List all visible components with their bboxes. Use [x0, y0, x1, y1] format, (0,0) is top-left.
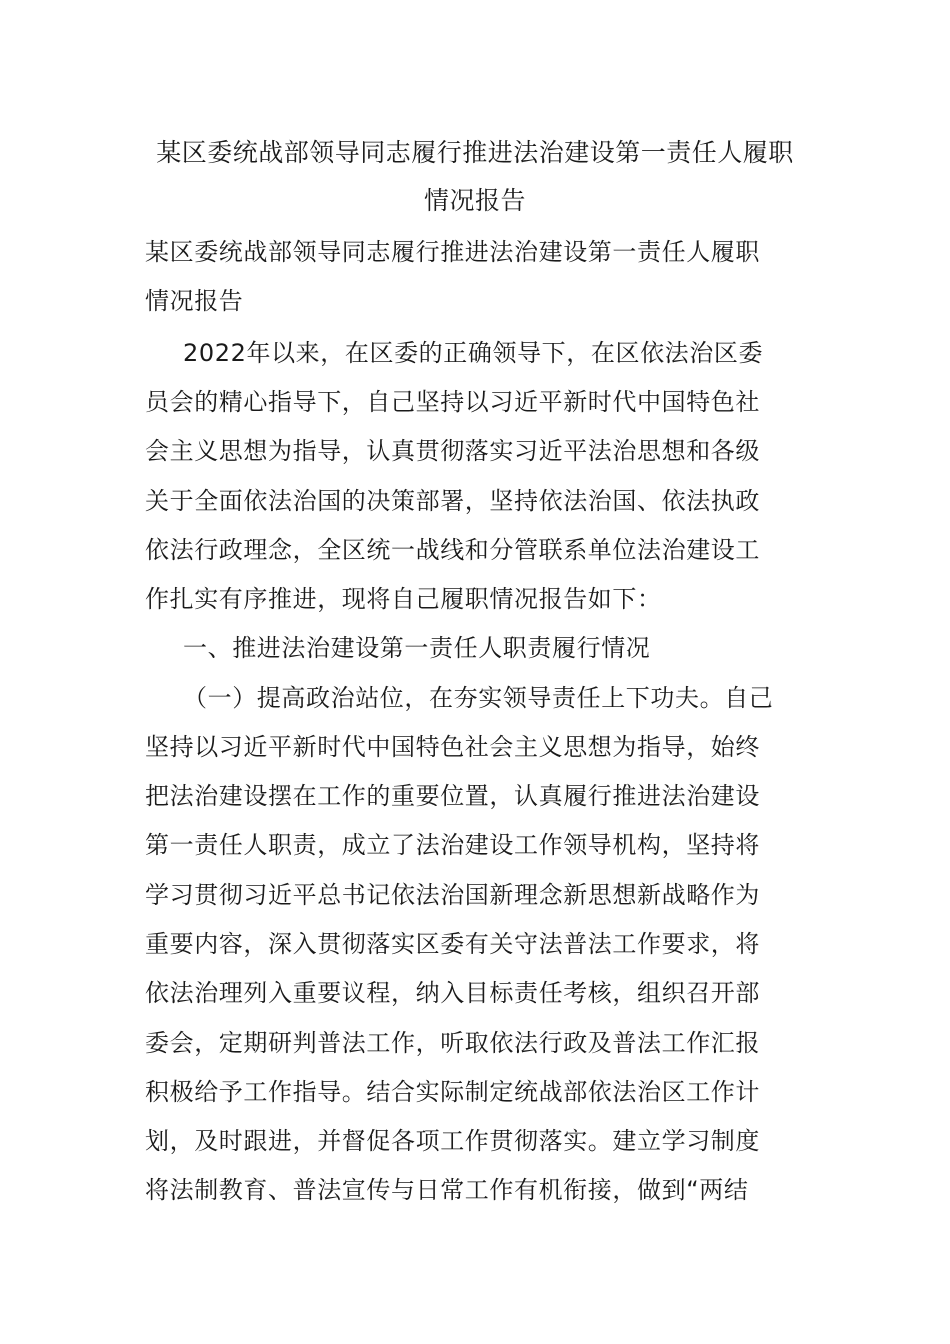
body-line: 第一责任人职责，成立了法治建设工作领导机构，坚持将: [145, 831, 760, 859]
section-heading: 一、推进法治建设第一责任人职责履行情况: [183, 634, 651, 662]
body-line: 作扎实有序推进，现将自己履职情况报告如下：: [145, 585, 662, 613]
body-line: 员会的精心指导下，自己坚持以习近平新时代中国特色社: [145, 388, 760, 416]
subsection-heading-line: （一）提高政治站位，在夯实领导责任上下功夫。自己: [183, 684, 774, 712]
body-line: 依法治理列入重要议程，纳入目标责任考核，组织召开部: [145, 979, 760, 1007]
body-line: 委会，定期研判普法工作，听取依法行政及普法工作汇报: [145, 1029, 760, 1057]
body-line: 把法治建设摆在工作的重要位置，认真履行推进法治建设: [145, 782, 760, 810]
body-line: 依法行政理念，全区统一战线和分管联系单位法治建设工: [145, 536, 760, 564]
body-line: 重要内容，深入贯彻落实区委有关守法普法工作要求，将: [145, 930, 760, 958]
body-line: 会主义思想为指导，认真贯彻落实习近平法治思想和各级: [145, 437, 760, 465]
body-line: 学习贯彻习近平总书记依法治国新理念新思想新战略作为: [145, 881, 760, 909]
body-line: 2022年以来，在区委的正确领导下，在区依法治区委: [183, 339, 764, 367]
body-line: 某区委统战部领导同志履行推进法治建设第一责任人履职: [145, 238, 760, 266]
document-title-line-2: 情况报告: [423, 186, 526, 215]
body-line: 坚持以习近平新时代中国特色社会主义思想为指导，始终: [145, 733, 760, 761]
body-line: 关于全面依法治国的决策部署，坚持依法治国、依法执政: [145, 487, 760, 515]
body-line: 将法制教育、普法宣传与日常工作有机衔接，做到“两结: [145, 1176, 749, 1204]
body-line: 积极给予工作指导。结合实际制定统战部依法治区工作计: [145, 1078, 760, 1106]
document-title-line-1: 某区委统战部领导同志履行推进法治建设第一责任人履职: [156, 138, 794, 167]
body-line: 划，及时跟进，并督促各项工作贯彻落实。建立学习制度: [145, 1127, 760, 1155]
body-line: 情况报告: [145, 287, 244, 315]
